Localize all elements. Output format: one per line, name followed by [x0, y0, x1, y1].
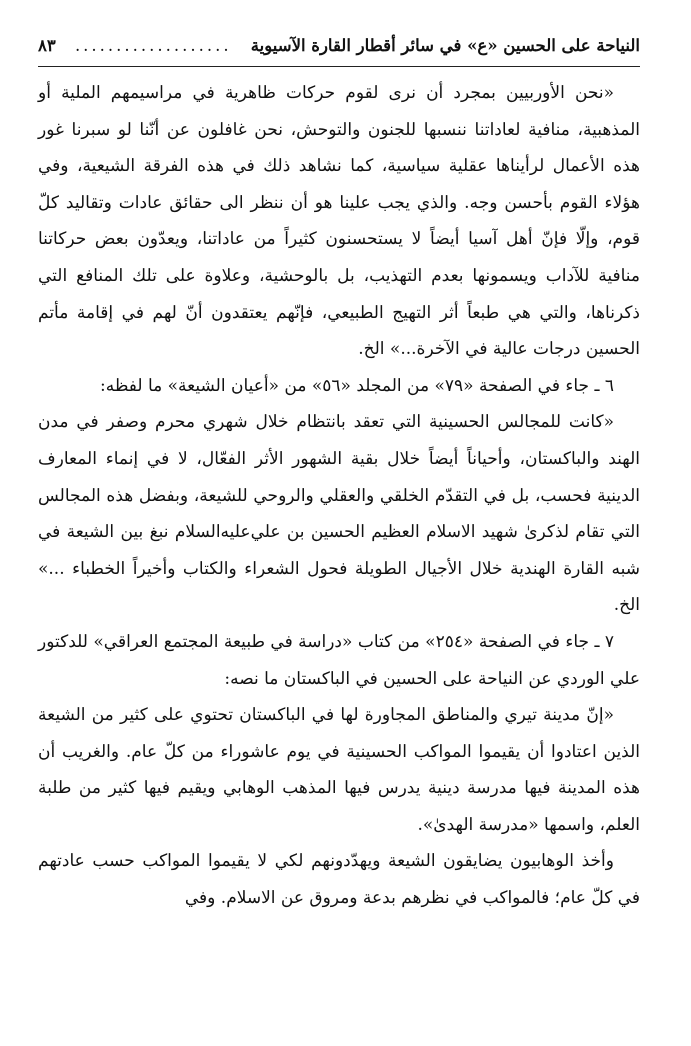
paragraph-item-6: ٦ ـ جاء في الصفحة «٧٩» من المجلد «٥٦» من «أعيان الشيعة» ما لفظه: — [99, 375, 614, 396]
header-leader-dots: ................... — [74, 36, 232, 55]
paragraph-tiri-quote: «إنّ مدينة تيري والمناطق المجاورة لها في الباكستان تحتوي على كثير من الشيعة الذين اعتادوا أن يقيموا المواكب الحسينية في يوم عاشوراء من كلّ عام. والغريب أن هذه المدينة فيها مدرسة دينية يدرس فيها المذهب الوهابي ويقيم فيها كثير من طلبة العلم، واسمها «مدرسة الهدىٰ». — [38, 705, 640, 835]
paragraph-item-7: ٧ ـ جاء في الصفحة «٢٥٤» من كتاب «دراسة في طبيعة المجتمع العراقي» للدكتور علي الوردي عن النياحة على الحسين في الباكستان ما نصه: — [38, 631, 640, 689]
page-number: ٨٣ — [38, 36, 56, 55]
paragraph-european-quote: «نحن الأوربيين بمجرد أن نرى لقوم حركات ظاهرية في مراسيمهم الملية أو المذهبية، منافية لعاداتنا ننسبها للجنون والتوحش، نحن غافلون عن أنّنا لو سبرنا غور هذه الأعمال لرأيناها عقلية سياسية، كما نشاهد ذلك في هذه الفرقة الشيعية، وفي هؤلاء القوم بأحسن وجه. والذي يجب علينا هو أن ننظر الى حقائق عادات وتقاليد كلّ قوم، وإلّا فإنّ أهل آسيا أيضاً لا يستحسنون كثيراً من عاداتنا، ويعدّون بعض حركاتنا منافية للآداب ويسمونها بعدم التهذيب، بل بالوحشية، وعلاوة على تلك المنافع التي ذكرناها، والتي هي طبعاً أثر التهيج الطبيعي، فإنّهم يعتقدون أنّ لهم في إقامة مأتم الحسين درجات عالية في الآخرة...» الخ. — [38, 83, 640, 360]
document-page — [38, 34, 640, 917]
running-header-title: النياحة على الحسين «ع» في سائر أقطار القارة الآسيوية — [250, 36, 640, 55]
header-rule — [38, 66, 640, 67]
paragraph-wahhabis: وأخذ الوهابيون يضايقون الشيعة ويهدّدونهم لكي لا يقيموا المواكب حسب عادتهم في كلّ عام؛ فالمواكب في نظرهم بدعة ومروق عن الاسلام. وفي — [38, 851, 640, 909]
page-body — [38, 75, 640, 917]
running-header — [38, 34, 640, 58]
paragraph-ayan-quote: «كانت للمجالس الحسينية التي تعقد بانتظام خلال شهري محرم وصفر في مدن الهند والباكستان، وأحياناً أيضاً خلال بقية الشهور الأثر الفعّال، لا في إنماء المعارف الدينية فحسب، بل في التقدّم الخلقي والعقلي والروحي للشيعة، وبفضل هذه المجالس التي تقام لذكرىٰ شهيد الاسلام العظيم الحسين بن علي‌عليه‌السلام نبغ بين الشيعة في شبه القارة الهندية خلال الأجيال الطويلة فحول الشعراء والكتاب وأخيراً الخطباء ...» الخ. — [38, 412, 640, 616]
